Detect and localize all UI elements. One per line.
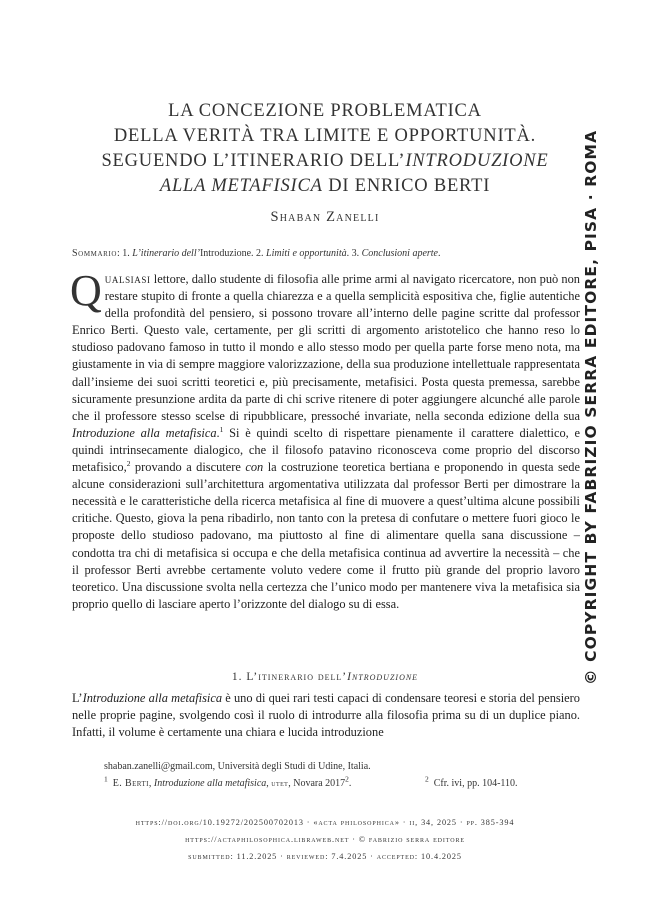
summary-item-3: Conclusioni aperte — [361, 248, 438, 259]
summary-item-1-end: . — [251, 248, 257, 259]
summary-item-1: L’itinerario dell’ — [132, 248, 200, 259]
footnote-1-sep2: , — [266, 778, 272, 789]
article-title — [60, 99, 590, 199]
footnote-ref-2[interactable]: 2 — [126, 458, 131, 468]
section-heading-prefix: 1. L’itinerario dell’ — [231, 671, 348, 683]
summary-item-1-number: 1. — [122, 248, 133, 259]
footnote-2-text: Cfr. ivi, pp. 104-110. — [433, 778, 518, 789]
footnote-1-author: E. Berti — [112, 778, 149, 789]
title-line-2: DELLA VERITÀ TRA LIMITE E OPPORTUNITÀ. — [113, 126, 537, 146]
body2-italic: Introduzione alla metafisica — [82, 691, 223, 705]
footnote-1 — [104, 774, 352, 789]
summary-item-3-end: . — [438, 248, 441, 259]
copyright-side-text: © COPYRIGHT BY FABRIZIO SERRA EDITORE, PISA · ROMA — [582, 129, 600, 685]
footer-doi-line: https://doi.org/10.19272/202500702013 · «acta philosophica» · ii, 34, 2025 · pp. 385-394 — [135, 818, 515, 827]
footnote-1-end: . — [348, 778, 352, 789]
footnote-1-title: Introduzione alla metafisica — [153, 778, 267, 789]
summary-separator: : — [116, 248, 123, 259]
body-italic-2: con — [245, 460, 264, 475]
footer-url-line: https://actaphilosophica.libraweb.net · © fabrizio serra editore — [185, 835, 465, 844]
body2-text: è uno di quei rari testi capaci di condensare teoresi e storia del pensiero nelle proprie pagine, svolgendo così il ruolo di introdurre alla filosofia prima su di un duplice piano. Infatti, il volume è certamente una chiara e lucida introduzione — [72, 691, 580, 740]
body-italic-1: Introduzione alla metafisica — [72, 425, 217, 440]
body2-start: L’ — [72, 691, 83, 705]
section-heading-italic: Introduzione — [347, 671, 419, 683]
author-name: Shaban Zanelli — [270, 209, 380, 225]
body-text-5: la costruzione teoretica bertiana e proponendo in questa sede alcune considerazioni sull’architettura argomentativa utilizzata dal professor Berti per dimostrare la necessità e le caratteristiche della ricerca metafisica al fine di muovere a quest’ultima alcune possibili critiche. Questo, giova la pena ribadirlo, non tanto con la pretesa di confutare o mettere fuori gioco le proposte dello studioso padovano, ma piuttosto al fine di alimentare quella sana discussione – condotta tra chi di metafisica si occupa e che della metafisica continua ad avvertire la necessità – che il professor Berti avrebbe certamente voluto vedere come il frutto più grande del proprio lavoro teoretico. Una discussione svolta nella certezza che l’unico modo per mantenere viva la metafisica sia proprio quello di lasciare aperto l’orizzonte del dialogo su di essa. — [72, 460, 580, 611]
body-text-3: Si è quindi scelto di rispettare pienamente il carattere dialettico, e quindi intrinsecamente dialogico, che il filosofo patavino riconosceva come proprio del discorso metafisico, — [72, 425, 580, 475]
footnote-2 — [425, 774, 518, 789]
summary-item-2: Limiti e opportunità — [266, 248, 347, 259]
body-text-1: lettore, dallo studente di filosofia alle prime armi al navigato ricercatore, non può non restare stupito di fronte a quella chiarezza e a quella semplicità espositiva che, figlie autentiche della profondità del pensiero, si possono trovare all’interno delle pagine scritte dal professor Enrico Berti. Questo vale, certamente, per gli scritti di argomento aristotelico che hanno reso lo studioso padovano famoso in tutto il mondo e allo stesso modo per quella parte forse meno nota, ma giustamente in via di sempre maggiore valorizzazione, della sua produzione intellettuale rappresentata dall’insieme dei suoi scritti teoretici e, più precisamente, metafisici. Posta questa premessa, sarebbe sicuramente presunzione ardita da parte di chi scrive ritenere di poter aggiungere alcunché alle parole che il professore stesso scelse di ripubblicare, pressoché invariate, nella seconda edizione della sua — [72, 272, 580, 423]
footnote-2-number: 2 — [425, 774, 429, 784]
title-line-4-italic: ALLA METAFISICA — [159, 176, 323, 196]
summary — [72, 248, 582, 259]
footnote-1-rest: , Novara 2017 — [288, 778, 346, 789]
footnote-1-number: 1 — [104, 774, 108, 784]
body-text-2: . — [216, 425, 220, 440]
author-affiliation: shaban.zanelli@gmail.com, Università degli Studi di Udine, Italia. — [104, 761, 371, 772]
title-line-3-italic: INTRODUZIONE — [405, 151, 549, 171]
summary-item-2-end: . — [346, 248, 352, 259]
footnote-1-sep: , — [148, 778, 154, 789]
body-text-4: provando a discutere — [130, 460, 246, 475]
body-paragraph-1 — [70, 266, 580, 613]
footnote-ref-1[interactable]: 1 — [219, 424, 224, 434]
section-heading — [60, 671, 590, 683]
summary-item-2-number: 2. — [256, 248, 267, 259]
title-line-4 — [60, 174, 590, 199]
summary-label: Sommario — [72, 248, 117, 259]
title-line-4-suffix: DI ENRICO BERTI — [322, 176, 491, 196]
drop-cap: Q — [70, 266, 102, 315]
lead-word: ualsiasi — [104, 272, 151, 286]
body-paragraph-2 — [72, 690, 580, 741]
footer-dates-line: submitted: 11.2.2025 · reviewed: 7.4.2025 · accepted: 10.4.2025 — [188, 852, 462, 861]
footnote-1-edition: 2 — [345, 774, 349, 784]
title-line-3-prefix: SEGUENDO L’ITINERARIO DELL’ — [101, 151, 406, 171]
title-line-3 — [60, 149, 590, 174]
footnote-1-publisher: utet — [271, 778, 289, 788]
title-line-1: LA CONCEZIONE PROBLEMATICA — [168, 101, 482, 121]
summary-item-1-b: Introduzione — [199, 248, 252, 259]
summary-item-3-number: 3. — [351, 248, 362, 259]
